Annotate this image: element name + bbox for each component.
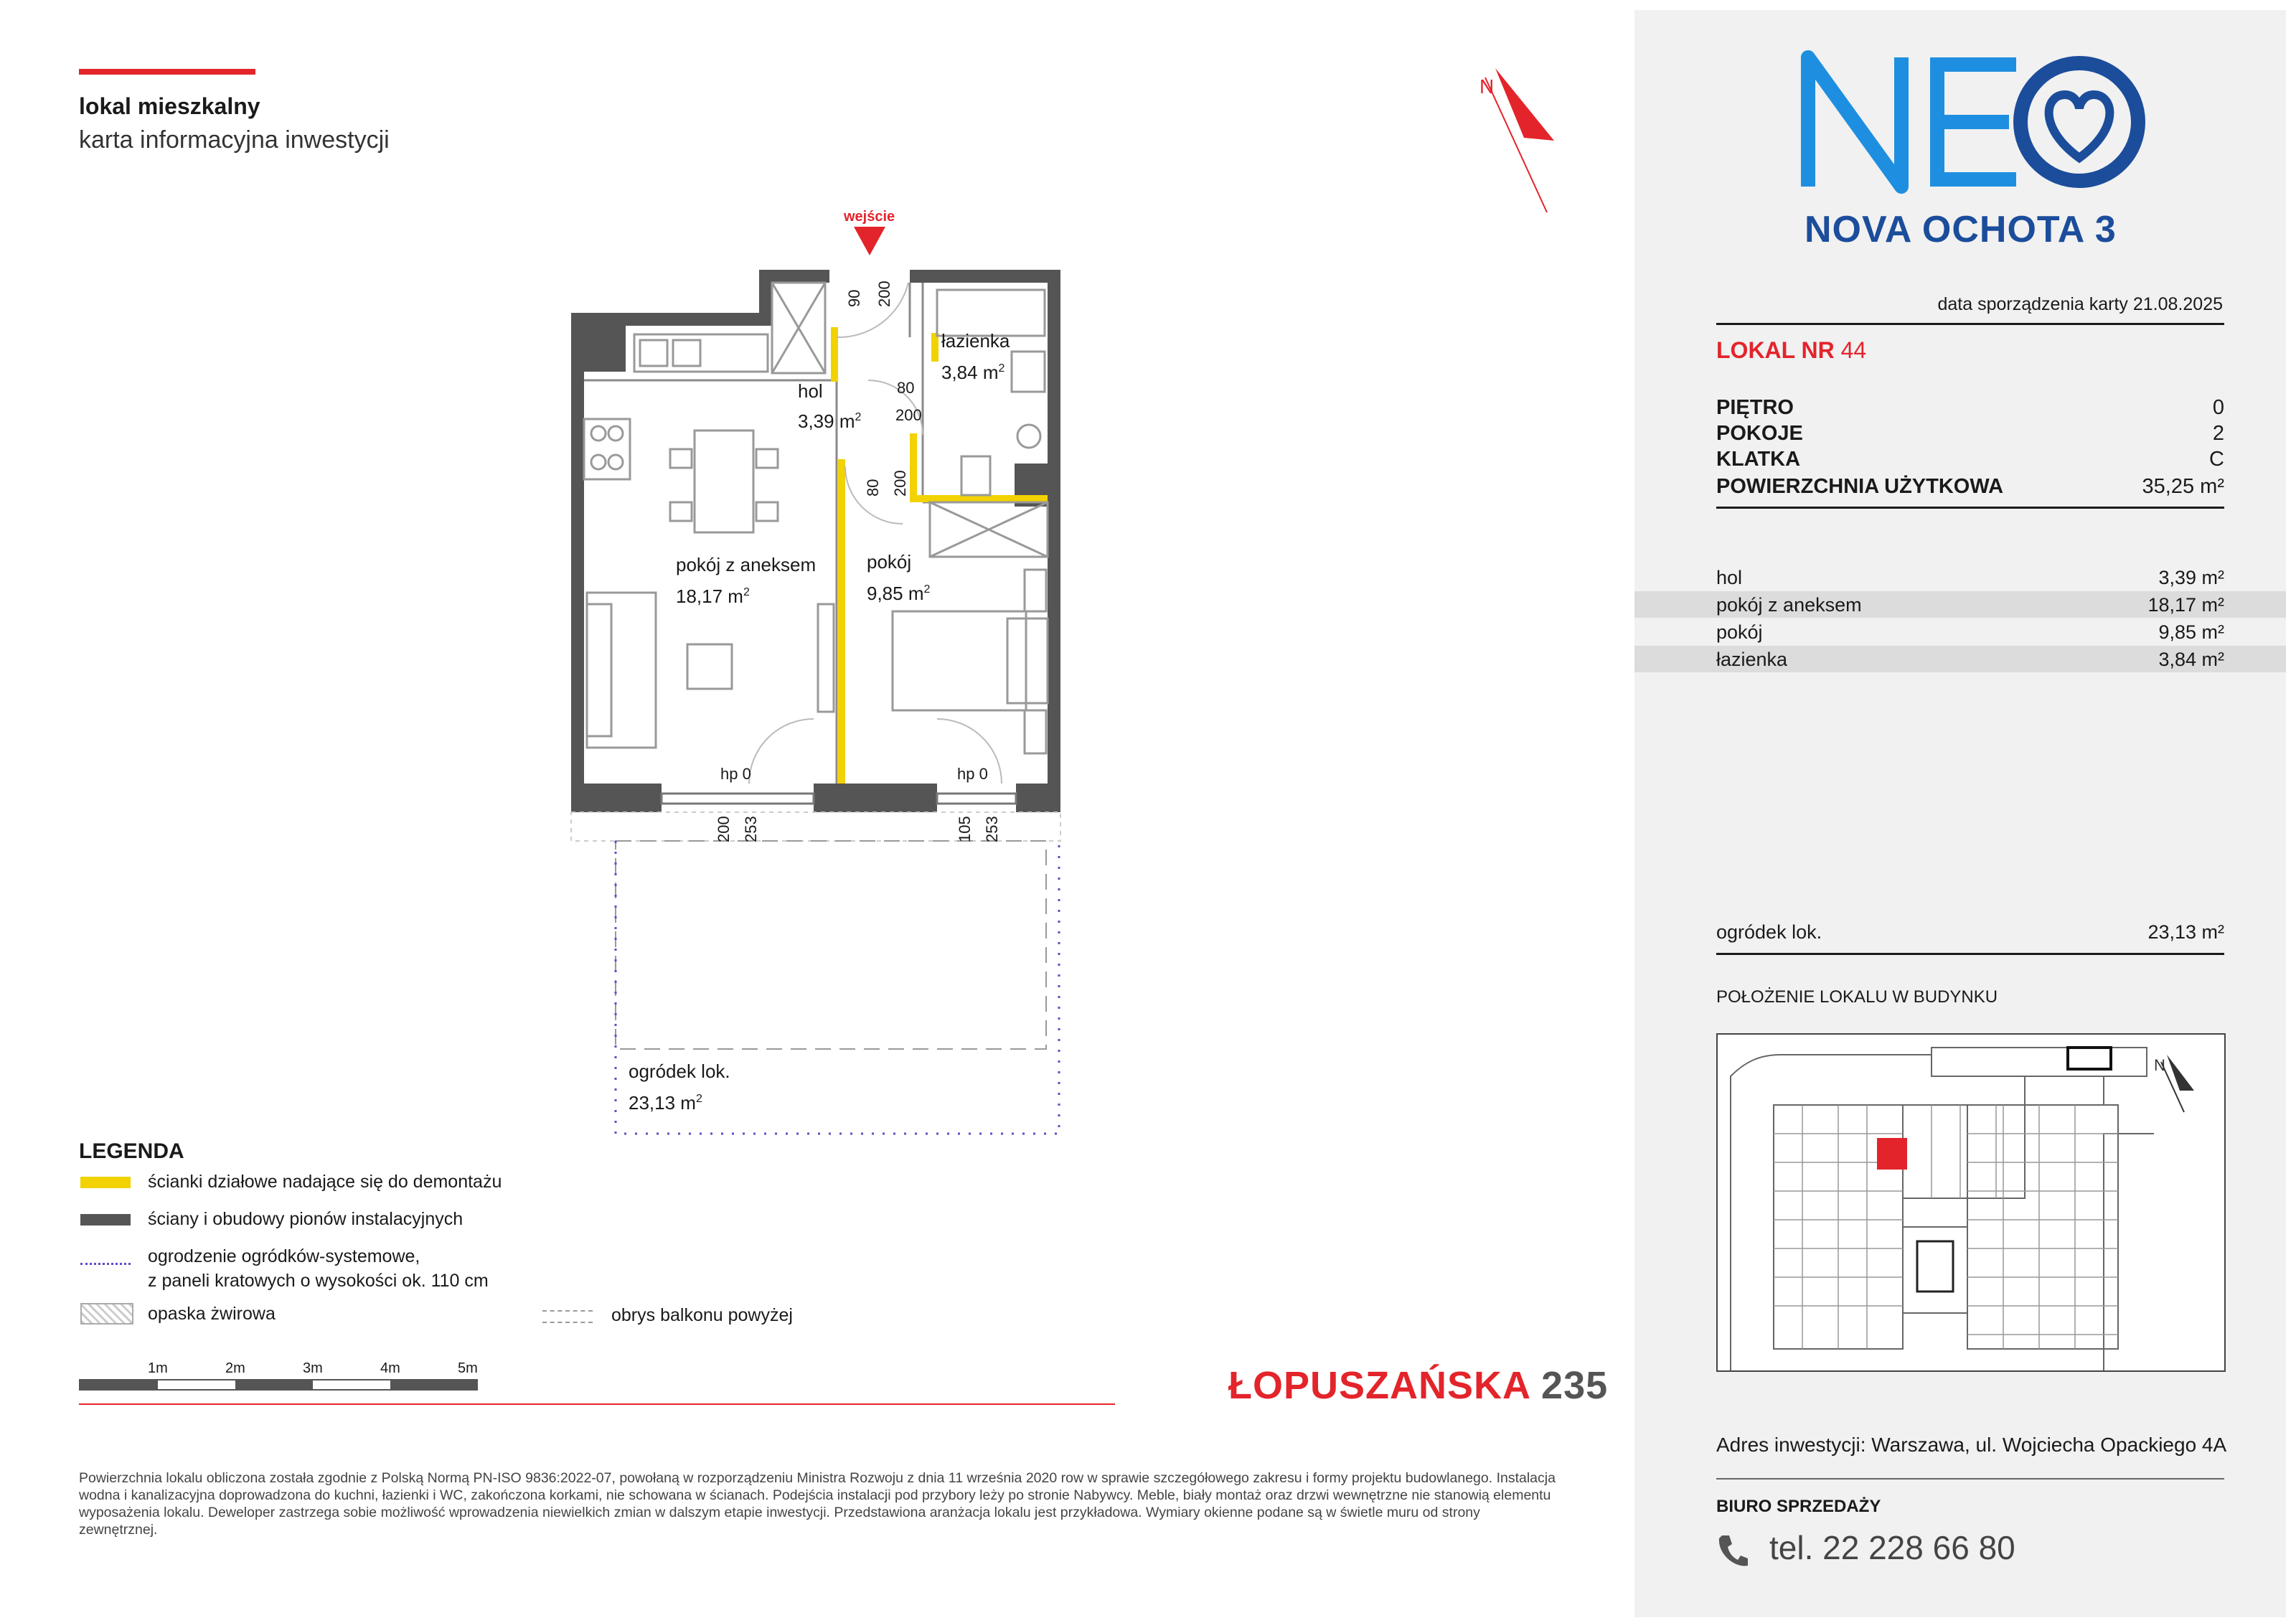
dim-door-height: 200 bbox=[875, 281, 893, 307]
svg-text:N: N bbox=[2154, 1056, 2165, 1074]
room-row-pokoj-z-aneksem: pokój z aneksem 18,17 m² bbox=[1634, 591, 2286, 618]
footer-divider bbox=[79, 1403, 1115, 1405]
room-row-lazienka: łazienka 3,84 m² bbox=[1634, 646, 2286, 672]
legend-swatch-gravel bbox=[80, 1303, 133, 1325]
scale-4m: 4m bbox=[380, 1360, 400, 1376]
legend-item-fence-2: z paneli kratowych o wysokości ok. 110 cm bbox=[148, 1271, 489, 1291]
info-panel bbox=[1634, 10, 2286, 1617]
footer-note: Powierzchnia lokalu obliczona została zgodnie z Polską Normą PN-ISO 9836:2022-07, powołaną w rozporządzeniu Ministra Rozwoju z dnia 11 września 2020 row w sprawie szczegółowego zakresu i formy projektu budowlanego. Instalacja wodna i kanalizacyjna doprowadzona do kuchni, łazienki i WC, zakończona korkami, nie schowana w ścianach. Podejścia instalacji pod przybory leży po stronie Nabywcy. Meble, biały montaż oraz drzwi wewnętrzne nie stanowią elementu wyposażenia lokalu. Deweloper zastrzega sobie możliwość wprowadzenia niewielkich zmian w dalszym etapie inwestycji. Przedstawiona aranżacja lokalu jest przykładowa. Wymiary okienne podane są w świetle muru od strony zewnętrznej. bbox=[79, 1470, 1556, 1538]
divider-mid bbox=[1716, 507, 2224, 509]
dim-room-door-height: 200 bbox=[891, 470, 909, 497]
phone-number[interactable]: tel. 22 228 66 80 bbox=[1769, 1529, 2015, 1566]
legend-item-demountable: ścianki działowe nadające się do demontażu bbox=[148, 1172, 502, 1192]
legend-item-gravel: opaska żwirowa bbox=[148, 1304, 276, 1324]
room-area-ogrodek: 23,13 $m^2$ bbox=[629, 1092, 702, 1114]
room-label-ogrodek: ogródek lok. bbox=[629, 1060, 730, 1082]
legend-swatch-yellow bbox=[80, 1177, 131, 1188]
apartment-location-marker bbox=[1877, 1138, 1907, 1170]
legend-title: LEGENDA bbox=[79, 1139, 184, 1163]
scale-2m: 2m bbox=[225, 1360, 245, 1376]
scale-3m: 3m bbox=[303, 1360, 323, 1376]
room-area-pokoj: 9,85 $m^2$ bbox=[867, 583, 931, 604]
dim-bath-door-height: 200 bbox=[895, 406, 922, 424]
legend-swatch-wall bbox=[80, 1214, 131, 1226]
entrance-arrow-icon bbox=[854, 227, 885, 255]
legend-item-balcony: obrys balkonu powyżej bbox=[611, 1305, 793, 1325]
room-row-hol: hol 3,39 m² bbox=[1716, 567, 2224, 588]
room-area-pokoj-z-aneksem: 18,17 $m^2$ bbox=[676, 585, 750, 607]
dim-bath-door-width: 80 bbox=[897, 379, 915, 397]
neo-logo bbox=[1794, 43, 2145, 201]
divider-garden bbox=[1716, 953, 2224, 955]
dim-window2-w: 253 bbox=[983, 816, 1001, 842]
legend-item-walls: ściany i obudowy pionów instalacyjnych bbox=[148, 1209, 464, 1229]
investment-address: Adres inwestycji: Warszawa, ul. Wojciecha Opackiego 4A bbox=[1716, 1434, 2227, 1456]
document-subtitle: karta informacyjna inwestycji bbox=[79, 126, 390, 154]
divider-top bbox=[1716, 323, 2224, 325]
building-location-map bbox=[1716, 1033, 2226, 1372]
divider-bottom bbox=[1716, 1478, 2224, 1479]
scale-bar bbox=[79, 1379, 478, 1391]
card-date: data sporządzenia karty 21.08.2025 bbox=[1937, 294, 2223, 314]
heart-icon bbox=[2049, 95, 2110, 158]
room-label-pokoj-z-aneksem: pokój z aneksem bbox=[676, 554, 817, 575]
room-label-lazienka: łazienka bbox=[941, 330, 1010, 352]
garden bbox=[571, 812, 1060, 1134]
demountable-walls bbox=[831, 327, 1048, 784]
room-label-pokoj: pokój bbox=[867, 551, 912, 573]
room-area-hol: 3,39 $m^2$ bbox=[798, 410, 862, 432]
compass-label: N bbox=[1479, 75, 1495, 98]
legend-swatch-fence bbox=[80, 1263, 131, 1265]
dim-window1-w: 253 bbox=[742, 816, 760, 842]
legend-swatch-balcony bbox=[542, 1310, 593, 1323]
hp-label-2: hp 0 bbox=[957, 765, 988, 783]
sofa bbox=[587, 593, 834, 748]
location-title: POŁOŻENIE LOKALU W BUDYNKU bbox=[1716, 987, 1998, 1007]
dim-window2-h: 105 bbox=[956, 816, 974, 842]
hp-label-1: hp 0 bbox=[720, 765, 751, 783]
sales-office-label: BIURO SPRZEDAŻY bbox=[1716, 1497, 1881, 1516]
compass-icon bbox=[1479, 68, 1554, 212]
scale-5m: 5m bbox=[458, 1360, 478, 1376]
room-row-pokoj: pokój 9,85 m² bbox=[1716, 621, 2224, 643]
document-title: lokal mieszkalny bbox=[79, 93, 260, 119]
room-area-lazienka: 3,84 $m^2$ bbox=[941, 362, 1005, 383]
phone-icon bbox=[1716, 1533, 1748, 1568]
room-label-hol: hol bbox=[798, 380, 823, 402]
entrance-label: wejście bbox=[844, 209, 895, 225]
scale-1m: 1m bbox=[148, 1360, 168, 1376]
legend-item-fence: ogrodzenie ogródków-systemowe, bbox=[148, 1246, 420, 1266]
logo-subtitle: NOVA OCHOTA 3 bbox=[1805, 209, 2117, 250]
dim-room-door-width: 80 bbox=[864, 479, 882, 497]
lokal-number: LOKAL NR 44 bbox=[1716, 337, 1867, 363]
dining-set bbox=[670, 431, 778, 532]
dim-window1-h: 200 bbox=[715, 816, 733, 842]
dim-door-width: 90 bbox=[845, 289, 863, 307]
street-name: ŁOPUSZAŃSKA 235 bbox=[1228, 1364, 1609, 1407]
